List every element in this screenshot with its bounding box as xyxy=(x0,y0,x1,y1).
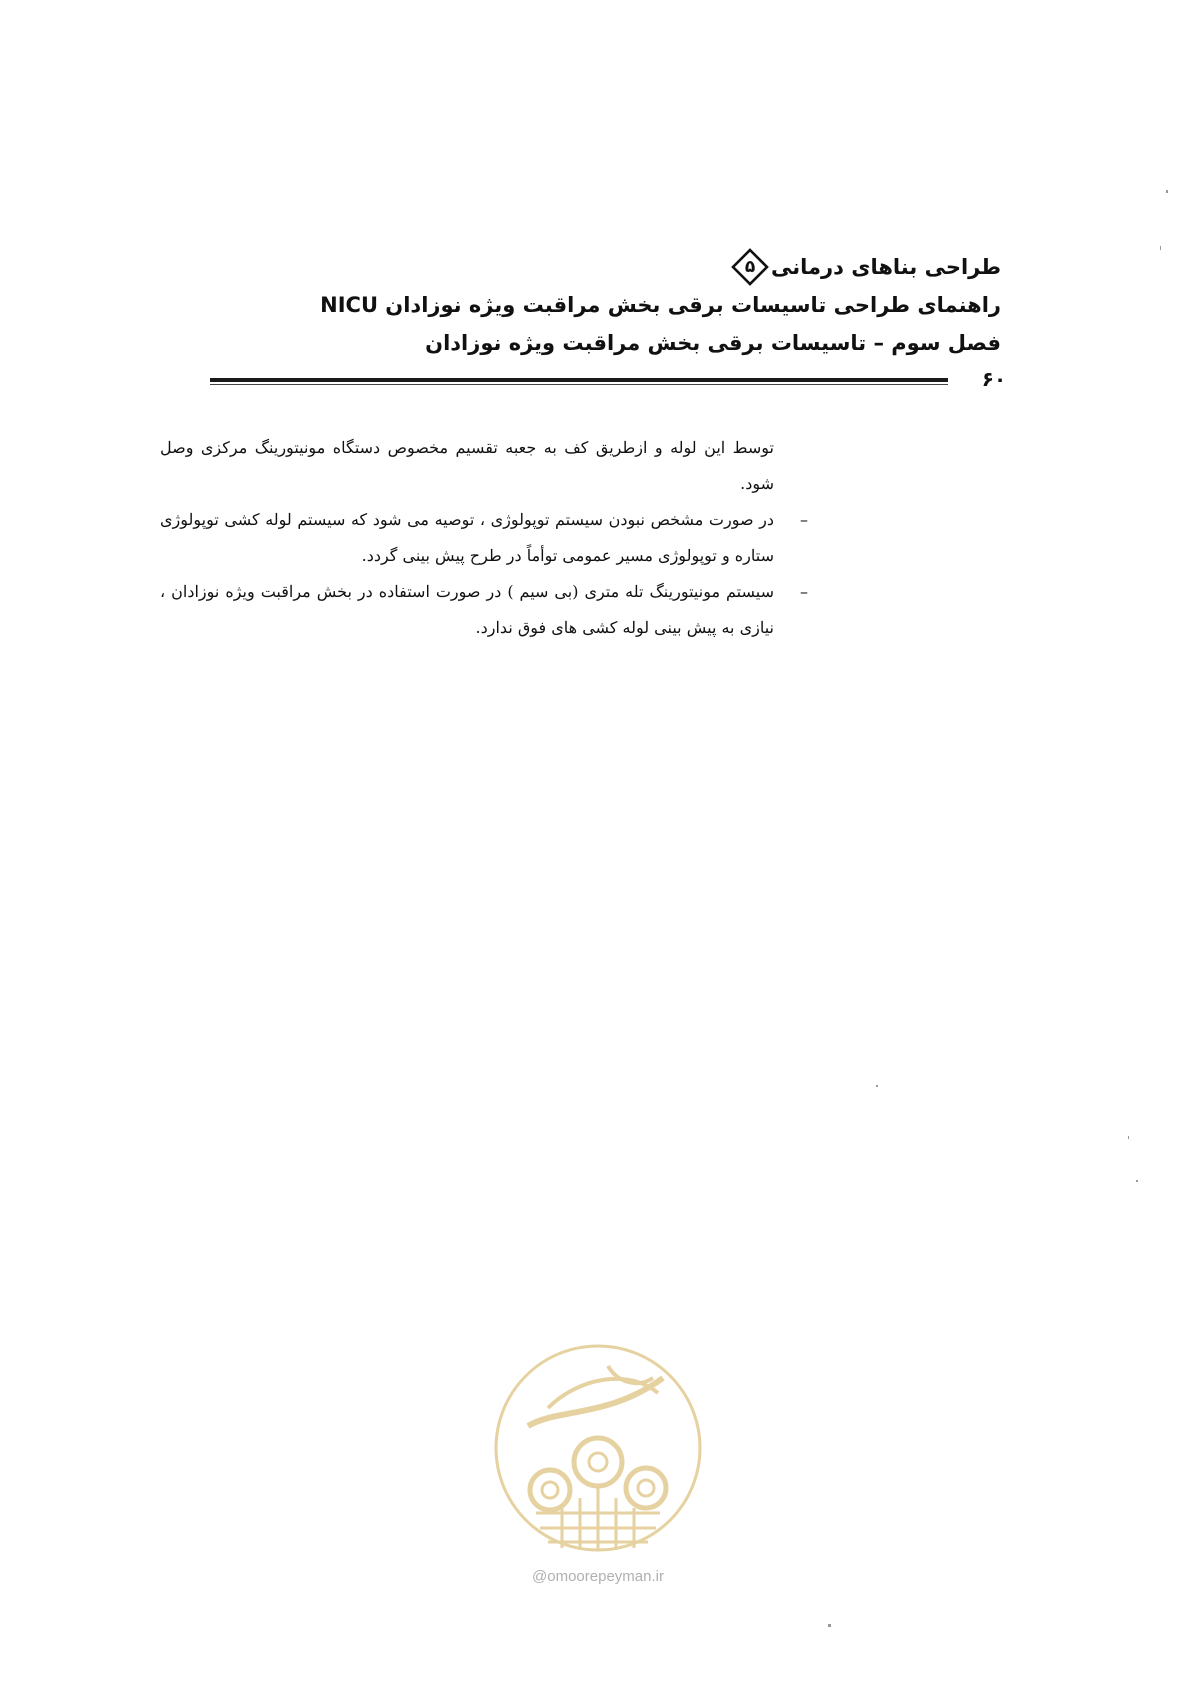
bullet-dash: – xyxy=(800,582,808,601)
header-rule-thin xyxy=(210,384,948,385)
list-item-text: سیستم مونیتورینگ تله متری (بی سیم ) در صورت استفاده در بخش مراقبت ویژه نوزادان ، نیازی به پیش بینی لوله کشی های فوق ندارد. xyxy=(160,582,774,637)
series-number-diamond xyxy=(731,248,769,286)
bullet-dash: – xyxy=(800,510,808,529)
page-header xyxy=(320,248,1001,362)
book-title: راهنمای طراحی تاسیسات برقی بخش مراقبت ویژه نوزادان NICU xyxy=(320,293,1001,317)
watermark-url: @omoorepeyman.ir xyxy=(532,1568,664,1585)
chapter-title: فصل سوم – تاسیسات برقی بخش مراقبت ویژه نوزادان xyxy=(425,331,1001,355)
watermark-logo-icon xyxy=(488,1338,708,1568)
watermark xyxy=(488,1338,708,1598)
series-number: ۵ xyxy=(744,257,756,277)
header-rule-thick xyxy=(210,378,948,382)
scan-speck xyxy=(1128,1136,1129,1139)
series-title: طراحی بناهای درمانی xyxy=(771,255,1001,279)
body-content xyxy=(160,430,810,646)
series-line xyxy=(361,248,1001,286)
list-item xyxy=(160,502,810,574)
list-item-text: در صورت مشخص نبودن سیستم توپولوژی ، توصیه می شود که سیستم لوله کشی توپولوژی ستاره و توپولوژی مسیر عمومی توأماً در طرح پیش بینی گردد. xyxy=(160,510,774,565)
scan-speck xyxy=(1166,190,1168,193)
scan-speck xyxy=(1160,246,1161,250)
scan-speck xyxy=(876,1085,878,1087)
list-item xyxy=(160,574,810,646)
header-rule xyxy=(210,378,948,388)
scan-speck xyxy=(828,1624,831,1627)
body-paragraph: توسط این لوله و ازطریق کف به جعبه تقسیم مخصوص دستگاه مونیتورینگ مرکزی وصل شود. xyxy=(160,438,774,493)
page-number: ۶۰ xyxy=(981,367,1007,391)
scan-speck xyxy=(1136,1180,1138,1182)
